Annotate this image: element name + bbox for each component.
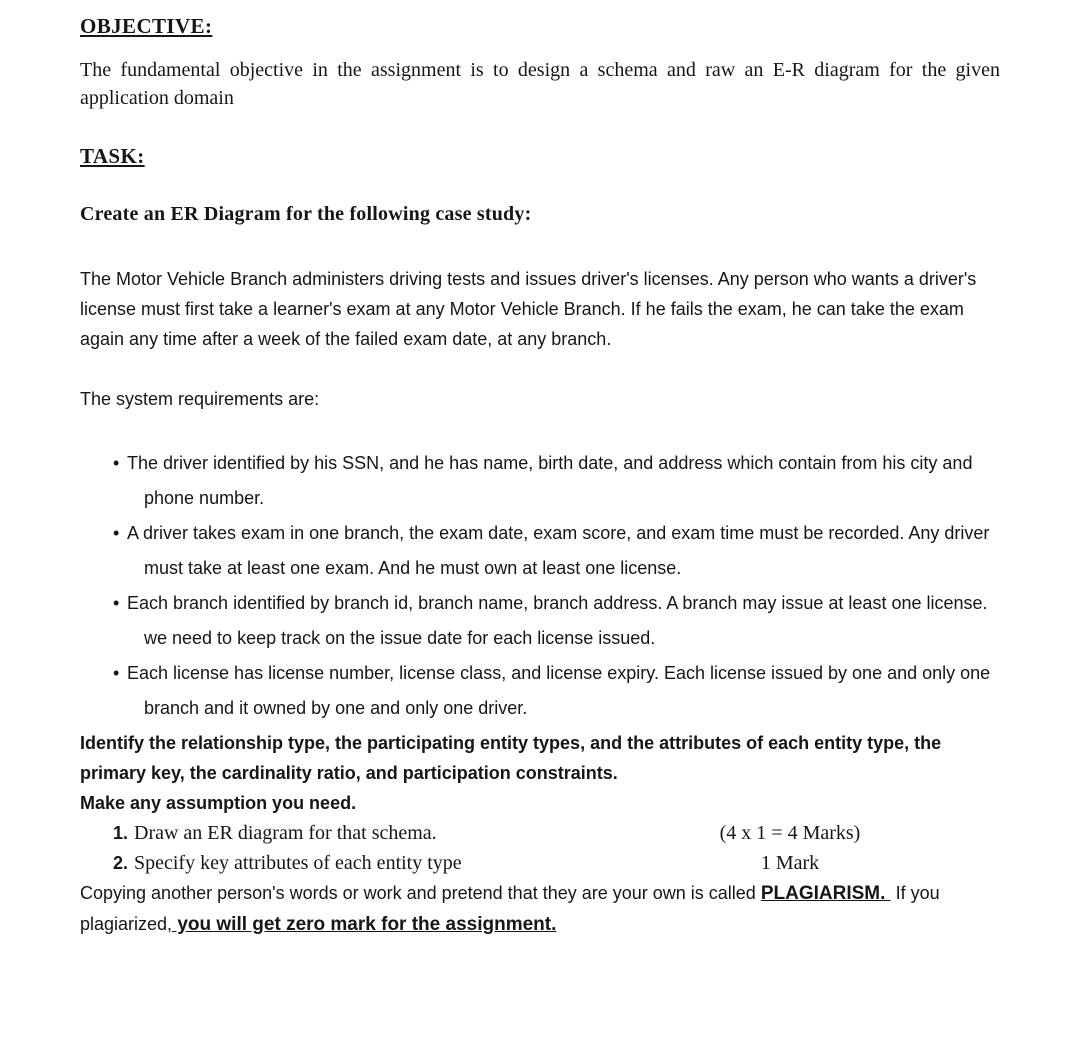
task-list [80, 818, 1000, 878]
assumption-paragraph: Make any assumption you need. [80, 793, 357, 813]
plagiarism-term: PLAGIARISM. [760, 883, 891, 904]
task-heading: TASK: [80, 144, 145, 168]
objective-paragraph: The fundamental objective in the assignment is to design a schema and raw an E-R diagram for the given application domain [80, 59, 1000, 109]
task-text: Specify key attributes of each entity type [134, 852, 462, 874]
task-marks: (4 x 1 = 4 Marks) [719, 822, 861, 844]
plagiarism-lead: Copying another person's words or work and pretend that they are your own is called [80, 883, 761, 903]
task-item [113, 818, 1000, 848]
task-item [113, 848, 1000, 878]
case-study-paragraph: The Motor Vehicle Branch administers driving tests and issues driver's licenses. Any person who wants a driver's license must first take a learner's exam at any Motor Vehicle Branch. If he fails the exam, he can take the exam again any time after a week of the failed exam date, at any branch. [80, 269, 977, 349]
plagiarism-bridge: If you plagiarized, [80, 883, 940, 934]
requirements-list [80, 446, 1000, 726]
requirement-item: • The driver identified by his SSN, and he has name, birth date, and address which contain from his city and phone number. [80, 446, 1000, 516]
plagiarism-paragraph [80, 878, 1000, 940]
requirement-item: • A driver takes exam in one branch, the exam date, exam score, and exam time must be recorded. Any driver must take at least one exam. And he must own at least one license. [80, 516, 1000, 586]
task-marks: 1 Mark [760, 852, 820, 874]
objective-heading: OBJECTIVE: [80, 14, 213, 38]
identify-paragraph: Identify the relationship type, the participating entity types, and the attributes of each entity type, the primary key, the cardinality ratio, and participation constraints. [80, 733, 942, 783]
plagiarism-warning: you will get zero mark for the assignment. [172, 914, 557, 935]
task-number: 2. [113, 853, 129, 873]
task-text: Draw an ER diagram for that schema. [134, 822, 437, 844]
task-number: 1. [113, 823, 129, 843]
requirement-item: • Each branch identified by branch id, branch name, branch address. A branch may issue at least one license. we need to keep track on the issue date for each license issued. [80, 586, 1000, 656]
case-study-heading: Create an ER Diagram for the following case study: [80, 203, 532, 225]
requirement-item: • Each license has license number, license class, and license expiry. Each license issued by one and only one branch and it owned by one and only one driver. [80, 656, 1000, 726]
requirements-intro: The system requirements are: [80, 389, 320, 409]
